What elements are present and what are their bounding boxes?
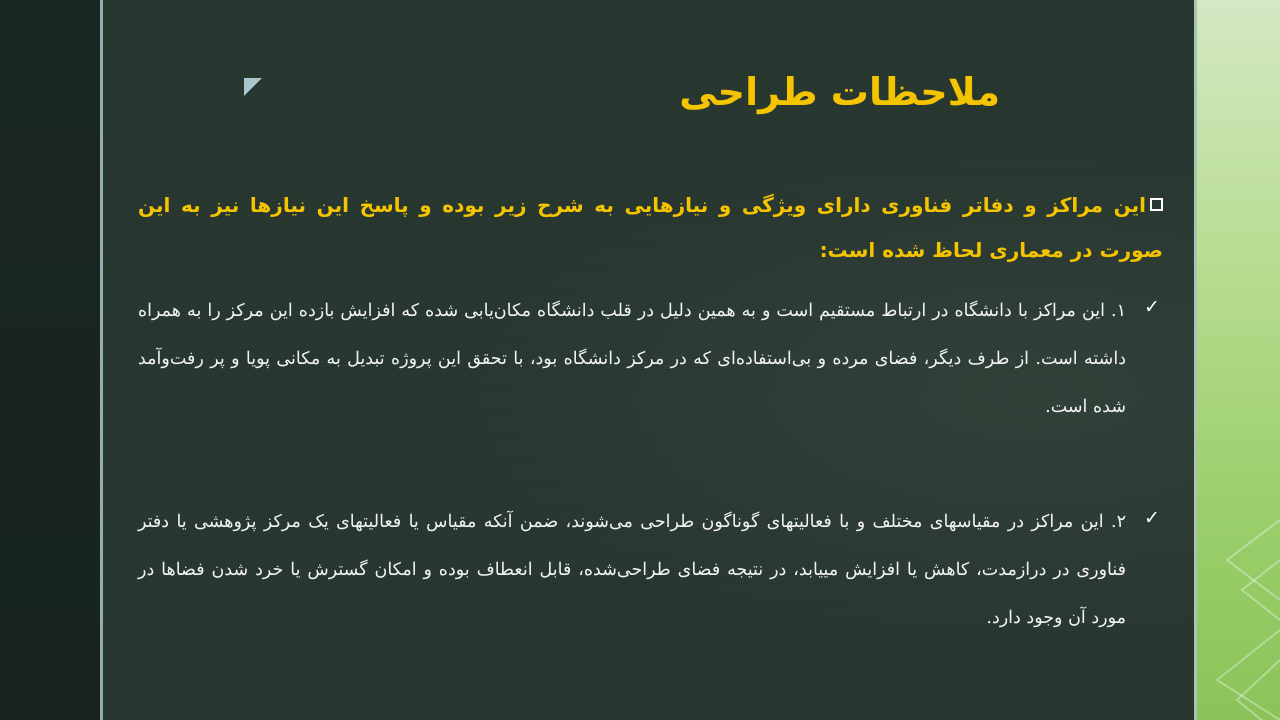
square-bullet-icon (1150, 198, 1163, 211)
list-item-text: ۱. این مراکز با دانشگاه در ارتباط مستقیم است و به همین دلیل در قلب دانشگاه مکان‌یابی شده که افزایش بازده این مرکز را به همراه داشته است. از طرف دیگر، فضای مرده و بی‌استفاده‌ای که در مرکز دانشگاه بود، با تحقق این پروژه تبدیل به مکانی پویا و پر رفت‌وآمد شده است. (138, 301, 1126, 417)
left-decorative-strip (0, 0, 100, 720)
slide-title: ملاحظات طراحی (679, 70, 1000, 114)
corner-triangle-icon (244, 78, 262, 96)
checkmark-icon: ✓ (1144, 507, 1160, 529)
list-item-text: ۲. این مراکز در مقیاسهای مختلف و با فعالیتهای گوناگون طراحی می‌شوند، ضمن آنکه مقیاس یا فعالیتهای یک مرکز پژوهشی یا دفتر فناوری در درازمدت، کاهش یا افزایش مییابد، در نتیجه فضای طراحی‌شده، قابل انعطاف بوده و امکان گسترش یا خرد شدن فضاها در مورد آن وجود دارد. (138, 512, 1126, 628)
list-item-2 (138, 498, 1163, 642)
right-decorative-panel (1197, 0, 1280, 720)
list-item-1 (138, 287, 1163, 431)
intro-paragraph (138, 183, 1163, 273)
chevron-pattern-decoration (1197, 0, 1280, 720)
checkmark-icon: ✓ (1144, 296, 1160, 318)
intro-text: این مراکز و دفاتر فناوری دارای ویژگی و نیازهایی به شرح زیر بوده و پاسخ این نیازها نیز به این صورت در معماری لحاظ شده است: (138, 193, 1163, 262)
